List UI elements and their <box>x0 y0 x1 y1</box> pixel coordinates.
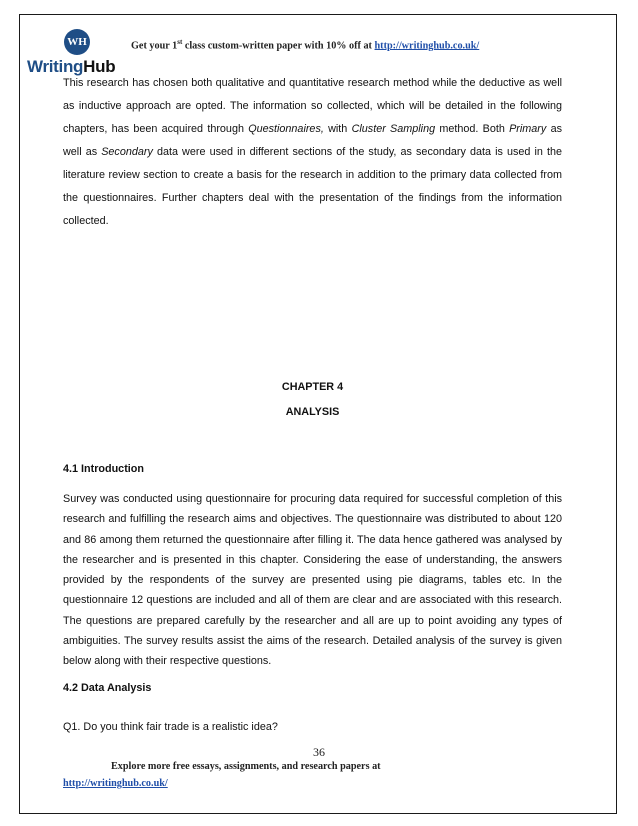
section-heading-data-analysis: 4.2 Data Analysis <box>63 682 152 694</box>
writinghub-logo[interactable] <box>27 27 137 77</box>
header-link[interactable]: http://writinghub.co.uk/ <box>374 40 480 52</box>
question-1: Q1. Do you think fair trade is a realistic idea? <box>63 721 278 733</box>
footer-text: Explore more free essays, assignments, and research papers at <box>111 761 381 772</box>
logo-wordmark: WritingHub <box>27 57 116 76</box>
logo-emblem-icon: WH <box>64 29 90 55</box>
introduction-paragraph: Survey was conducted using questionnaire for procuring data required for successful completion of this research and fulfilling the research aims and objectives. The questionnaire was distributed to about 120 and 86 among them returned the questionnaire after filling it. The data hence gathered was analysed by the researcher and is presented in this chapter. Considering the ease of understanding, the answers provided by the respondents of the survey are presented using pie diagrams, tables etc. In the questionnaire 12 questions are included and all of them are clear and are associated with this research. The questions are prepared carefully by the researcher and all are up to point avoiding any types of ambiguities. The survey results assist the aims of the research. Detailed analysis of the survey is given below along with their respective questions. <box>63 493 562 668</box>
chapter-title: ANALYSIS <box>285 406 340 418</box>
section-heading-introduction: 4.1 Introduction <box>63 463 144 475</box>
intro-paragraph: This research has chosen both qualitative and quantitative research method while the deductive as well as inductive approach are opted. The information so collected, which will be detailed in the following chapters, has been acquired through Questionnaires, with Cluster Sampling method. Both Primary as well as Secondary data were used in different sections of the study, as secondary data is used in the literature review section to create a basis for the research in addition to the primary data collected from the questionnaires. Further chapters deal with the presentation of the findings from the information collected. <box>63 77 562 227</box>
page-number: 36 <box>313 745 325 759</box>
footer-link-line <box>63 778 168 789</box>
header-promo: Get your 1st class custom-written paper with 10% off at http://writinghub.co.uk/ <box>131 38 480 52</box>
footer-link[interactable]: http://writinghub.co.uk/ <box>63 778 168 789</box>
chapter-number: CHAPTER 4 <box>281 381 344 393</box>
